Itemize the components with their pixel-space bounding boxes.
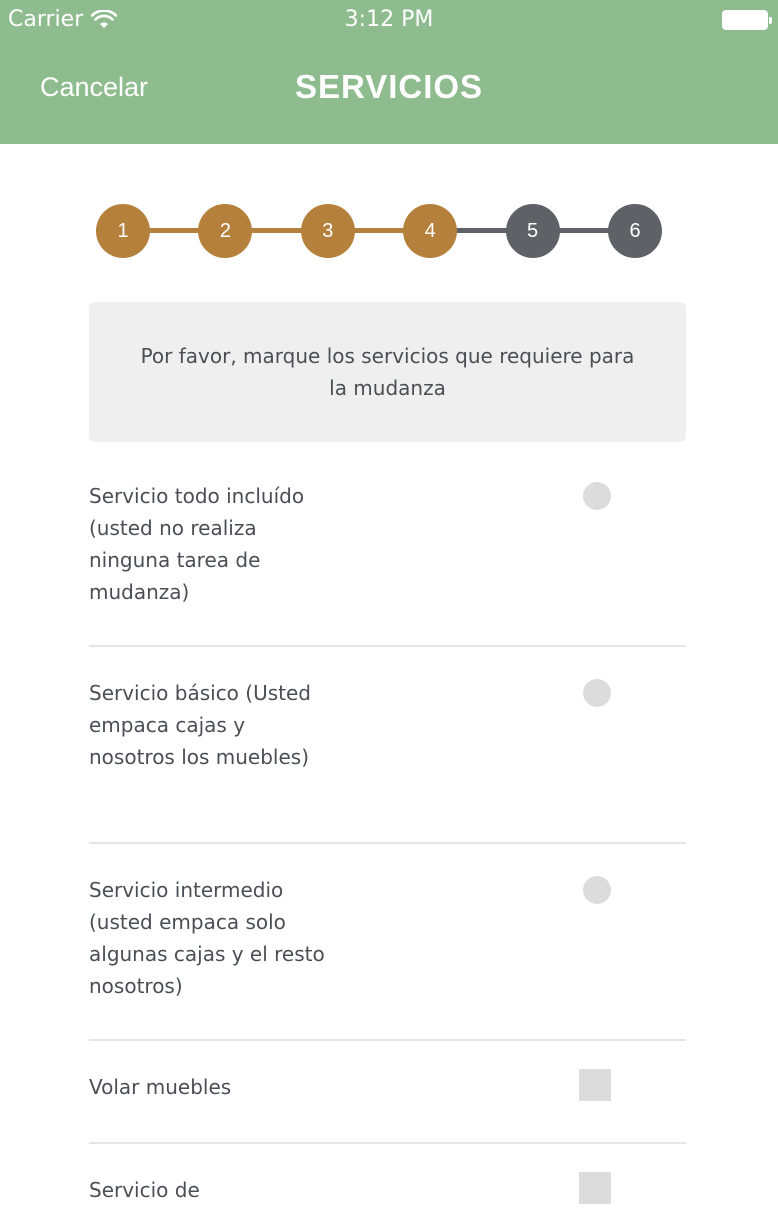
service-radio[interactable]: [583, 679, 611, 707]
service-label: Volar muebles: [89, 1075, 232, 1099]
service-label: Servicio básico (Usted empaca cajas y nosotros los muebles): [89, 681, 311, 769]
service-item[interactable]: [89, 450, 686, 647]
service-list: [89, 450, 686, 1224]
step-2: 2: [198, 204, 252, 258]
nav-header: [0, 0, 778, 144]
service-item[interactable]: [89, 1041, 686, 1144]
page-title: SERVICIOS: [294, 68, 484, 105]
service-label: Servicio todo incluído (usted no realiza ninguna tarea de mudanza): [89, 484, 305, 604]
step-1: 1: [96, 204, 150, 258]
service-item[interactable]: [89, 647, 686, 844]
cancel-button[interactable]: Cancelar: [40, 72, 149, 102]
service-label: Servicio de: [89, 1178, 200, 1202]
status-time: 3:12 PM: [344, 7, 434, 32]
carrier-label: Carrier: [8, 7, 84, 32]
service-label: Servicio intermedio (usted empaca solo algunas cajas y el resto nosotros): [89, 878, 325, 998]
service-radio[interactable]: [583, 876, 611, 904]
step-4: 4: [403, 204, 457, 258]
step-3: 3: [301, 204, 355, 258]
service-item[interactable]: [89, 1144, 686, 1224]
progress-stepper: [96, 204, 662, 258]
status-bar: [0, 0, 778, 40]
service-item[interactable]: [89, 844, 686, 1041]
service-checkbox[interactable]: [579, 1069, 611, 1101]
service-checkbox[interactable]: [579, 1172, 611, 1204]
instructions-text: Por favor, marque los servicios que requiere para la mudanza: [140, 344, 635, 400]
battery-icon: [722, 10, 768, 30]
step-5: 5: [506, 204, 560, 258]
service-radio[interactable]: [583, 482, 611, 510]
step-6: 6: [608, 204, 662, 258]
instructions-box: [89, 302, 686, 442]
